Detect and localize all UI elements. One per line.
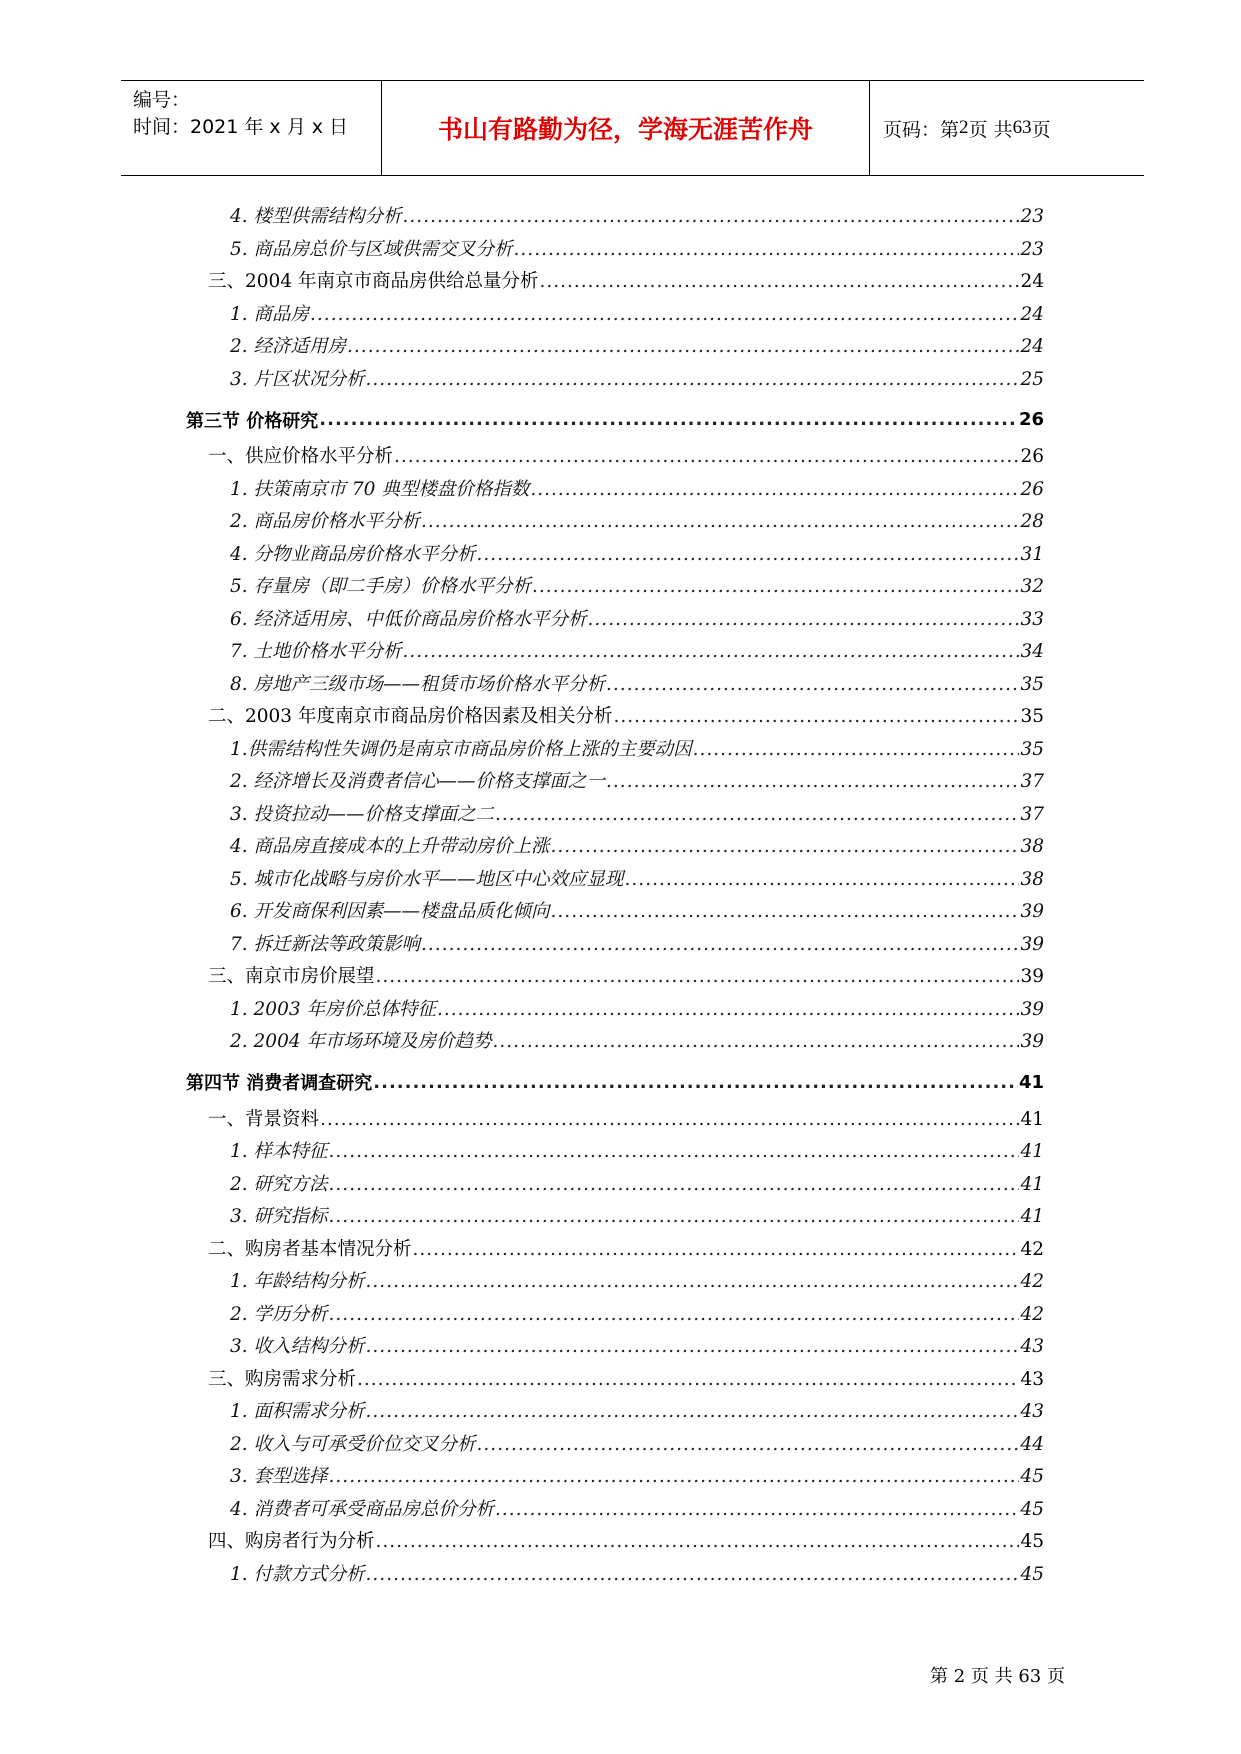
toc-entry-title: 7. 拆迁新法等政策影响 xyxy=(230,933,421,955)
toc-entry-title: 4. 消费者可承受商品房总价分析 xyxy=(230,1498,495,1520)
page-label-mid: 页 共 xyxy=(968,118,1013,141)
toc-entry-title: 1. 样本特征 xyxy=(230,1141,328,1162)
toc-dot-leader xyxy=(329,1141,1020,1162)
toc-page-number: 41 xyxy=(1020,1206,1044,1227)
toc-entry-title: 三、购房需求分析 xyxy=(208,1368,357,1390)
toc-entry-row[interactable] xyxy=(186,202,1044,235)
toc-entry-row[interactable] xyxy=(186,865,1044,898)
toc-entry-title: 2. 收入与可承受价位交叉分析 xyxy=(230,1433,476,1455)
toc-page-number: 41 xyxy=(1020,1108,1044,1130)
toc-page-number: 41 xyxy=(1020,1141,1044,1162)
toc-entry-title: 第三节 价格研究 xyxy=(186,410,319,432)
toc-page-number: 38 xyxy=(1020,868,1044,890)
toc-entry-title: 1.供需结构性失调仍是南京市商品房价格上涨的主要动因 xyxy=(230,738,692,760)
toc-entry-title: 8. 房地产三级市场——租赁市场价格水平分析 xyxy=(230,673,606,695)
toc-entry-title: 3. 投资拉动——价格支撑面之二 xyxy=(230,803,495,825)
toc-entry-title: 二、2003 年度南京市商品房价格因素及相关分析 xyxy=(208,706,613,727)
toc-dot-leader xyxy=(551,901,1020,922)
toc-entry-row[interactable] xyxy=(186,1332,1044,1365)
toc-entry-title: 4. 商品房直接成本的上升带动房价上涨 xyxy=(230,836,550,857)
toc-entry-title: 2. 经济增长及消费者信心——价格支撑面之一 xyxy=(230,771,606,792)
toc-entry-row[interactable] xyxy=(186,800,1044,833)
toc-page-number: 42 xyxy=(1020,1303,1044,1325)
toc-entry-row[interactable] xyxy=(186,897,1044,930)
toc-page-number: 35 xyxy=(1020,706,1044,727)
toc-dot-leader xyxy=(421,511,1019,532)
header-page-info xyxy=(869,81,1144,175)
toc-dot-leader xyxy=(693,739,1020,760)
toc-dot-leader xyxy=(477,1434,1020,1455)
toc-page-number: 23 xyxy=(1020,206,1044,227)
toc-dot-leader xyxy=(366,1336,1020,1357)
toc-entry-row[interactable] xyxy=(186,572,1044,605)
toc-entry-title: 1. 2003 年房价总体特征 xyxy=(230,998,436,1020)
toc-entry-title: 4. 楼型供需结构分析 xyxy=(230,206,402,227)
toc-page-number: 43 xyxy=(1020,1368,1044,1390)
toc-page-number: 39 xyxy=(1020,966,1044,987)
toc-entry-row[interactable] xyxy=(186,702,1044,735)
toc-page-number: 37 xyxy=(1020,803,1044,825)
document-time-label: 时间：2021 年 x 月 x 日 xyxy=(133,116,349,138)
toc-dot-leader xyxy=(376,966,1020,987)
toc-dot-leader xyxy=(588,609,1020,630)
toc-entry-row[interactable] xyxy=(186,475,1044,508)
toc-page-number: 39 xyxy=(1020,1031,1044,1052)
toc-entry-title: 1. 年龄结构分析 xyxy=(230,1271,365,1292)
toc-dot-leader xyxy=(421,934,1019,955)
toc-entry-row[interactable] xyxy=(186,442,1044,475)
page-footer: 第 2 页 共 63 页 xyxy=(930,1666,1065,1687)
toc-entry-title: 3. 收入结构分析 xyxy=(230,1336,365,1357)
toc-entry-row[interactable] xyxy=(186,1105,1044,1138)
toc-page-number: 31 xyxy=(1020,543,1044,565)
toc-page-number: 45 xyxy=(1020,1531,1044,1552)
toc-entry-row[interactable] xyxy=(186,1397,1044,1430)
toc-entry-title: 二、购房者基本情况分析 xyxy=(208,1238,412,1260)
page-current: 2 xyxy=(959,117,969,138)
toc-dot-leader xyxy=(403,641,1020,662)
toc-entry-row[interactable] xyxy=(186,1137,1044,1170)
toc-page-number: 43 xyxy=(1020,1336,1044,1357)
toc-entry-title: 1. 商品房 xyxy=(230,303,310,325)
toc-entry-title: 3. 研究指标 xyxy=(230,1206,328,1227)
toc-dot-leader xyxy=(625,869,1020,890)
toc-dot-leader xyxy=(366,369,1020,390)
toc-page-number: 33 xyxy=(1020,608,1044,630)
toc-page-number: 45 xyxy=(1020,1466,1044,1487)
toc-dot-leader xyxy=(329,1304,1020,1325)
toc-dot-leader xyxy=(310,304,1019,325)
toc-entry-row[interactable] xyxy=(186,540,1044,573)
toc-entry-row[interactable] xyxy=(186,995,1044,1028)
toc-entry-row[interactable] xyxy=(186,1170,1044,1203)
table-of-contents xyxy=(186,202,1044,1592)
toc-entry-title: 3. 片区状况分析 xyxy=(230,368,365,390)
toc-entry-row[interactable] xyxy=(186,1430,1044,1463)
toc-page-number: 41 xyxy=(1020,1173,1044,1195)
toc-entry-row[interactable] xyxy=(186,1202,1044,1235)
page-header xyxy=(121,80,1144,176)
toc-entry-title: 5. 商品房总价与区域供需交叉分析 xyxy=(230,238,513,260)
toc-entry-row[interactable] xyxy=(186,1027,1044,1060)
toc-dot-leader xyxy=(319,409,1018,430)
toc-entry-row[interactable] xyxy=(186,962,1044,995)
toc-dot-leader xyxy=(606,771,1019,792)
toc-entry-row[interactable] xyxy=(186,1300,1044,1333)
toc-entry-title: 四、购房者行为分析 xyxy=(208,1531,375,1552)
toc-page-number: 24 xyxy=(1020,303,1044,325)
toc-dot-leader xyxy=(413,1239,1020,1260)
toc-entry-title: 1. 面积需求分析 xyxy=(230,1401,365,1422)
toc-entry-row[interactable] xyxy=(186,832,1044,865)
toc-entry-title: 1. 扶策南京市 70 典型楼盘价格指数 xyxy=(230,478,530,500)
toc-dot-leader xyxy=(366,1271,1020,1292)
toc-entry-row[interactable] xyxy=(186,1365,1044,1398)
toc-entry-row[interactable] xyxy=(186,637,1044,670)
toc-dot-leader xyxy=(329,1466,1020,1487)
toc-entry-row[interactable] xyxy=(186,332,1044,365)
toc-dot-leader xyxy=(514,239,1020,260)
toc-entry-row[interactable] xyxy=(186,300,1044,333)
toc-entry-title: 3. 套型选择 xyxy=(230,1466,328,1487)
toc-entry-title: 2. 商品房价格水平分析 xyxy=(230,511,421,532)
toc-entry-row[interactable] xyxy=(186,507,1044,540)
toc-page-number: 32 xyxy=(1020,576,1044,597)
toc-page-number: 37 xyxy=(1020,771,1044,792)
toc-dot-leader xyxy=(366,1401,1020,1422)
toc-page-number: 26 xyxy=(1018,409,1044,430)
page-label-suffix: 页 xyxy=(1031,118,1051,141)
toc-dot-leader xyxy=(373,1072,1018,1093)
toc-entry-row[interactable] xyxy=(186,1267,1044,1300)
toc-entry-row[interactable] xyxy=(186,767,1044,800)
toc-entry-row[interactable] xyxy=(186,1462,1044,1495)
toc-page-number: 42 xyxy=(1020,1271,1044,1292)
toc-dot-leader xyxy=(320,1109,1019,1130)
toc-dot-leader xyxy=(493,1031,1020,1052)
toc-entry-row[interactable] xyxy=(186,235,1044,268)
toc-page-number: 35 xyxy=(1020,673,1044,695)
toc-page-number: 38 xyxy=(1020,836,1044,857)
toc-page-number: 26 xyxy=(1020,446,1044,467)
toc-entry-title: 6. 开发商保利因素——楼盘品质化倾向 xyxy=(230,901,550,922)
toc-dot-leader xyxy=(437,999,1019,1020)
toc-entry-row[interactable] xyxy=(186,365,1044,398)
toc-page-number: 45 xyxy=(1020,1498,1044,1520)
toc-dot-leader xyxy=(539,271,1019,292)
toc-entry-title: 三、南京市房价展望 xyxy=(208,966,375,987)
toc-page-number: 23 xyxy=(1020,238,1044,260)
toc-page-number: 35 xyxy=(1020,738,1044,760)
toc-dot-leader xyxy=(403,206,1020,227)
toc-entry-row[interactable] xyxy=(186,1527,1044,1560)
toc-entry-title: 1. 付款方式分析 xyxy=(230,1563,365,1585)
toc-page-number: 43 xyxy=(1020,1401,1044,1422)
toc-page-number: 39 xyxy=(1020,901,1044,922)
toc-entry-title: 4. 分物业商品房价格水平分析 xyxy=(230,543,476,565)
toc-entry-title: 一、供应价格水平分析 xyxy=(208,446,394,467)
toc-dot-leader xyxy=(613,706,1019,727)
toc-entry-row[interactable] xyxy=(186,735,1044,768)
toc-page-number: 41 xyxy=(1018,1071,1044,1093)
toc-page-number: 26 xyxy=(1020,478,1044,500)
toc-entry-row[interactable] xyxy=(186,930,1044,963)
toc-page-number: 44 xyxy=(1020,1433,1044,1455)
toc-page-number: 34 xyxy=(1020,641,1044,662)
toc-page-number: 42 xyxy=(1020,1238,1044,1260)
toc-entry-title: 5. 存量房（即二手房）价格水平分析 xyxy=(230,576,532,597)
toc-entry-row[interactable] xyxy=(186,1560,1044,1593)
page-total: 63 xyxy=(1012,117,1032,138)
toc-dot-leader xyxy=(376,1531,1020,1552)
toc-dot-leader xyxy=(477,544,1020,565)
toc-page-number: 28 xyxy=(1020,511,1044,532)
toc-dot-leader xyxy=(394,446,1019,467)
header-motto: 书山有路勤为径，学海无涯苦作舟 xyxy=(381,81,870,175)
toc-page-number: 24 xyxy=(1020,271,1044,292)
toc-dot-leader xyxy=(329,1206,1020,1227)
header-meta xyxy=(133,81,383,175)
toc-dot-leader xyxy=(495,804,1019,825)
toc-dot-leader xyxy=(532,576,1019,597)
toc-entry-row[interactable] xyxy=(186,605,1044,638)
toc-entry-row[interactable] xyxy=(186,670,1044,703)
document-number-label: 编号： xyxy=(133,89,191,111)
toc-page-number: 39 xyxy=(1020,933,1044,955)
toc-entry-title: 2. 2004 年市场环境及房价趋势 xyxy=(230,1031,492,1052)
toc-dot-leader xyxy=(357,1369,1019,1390)
toc-entry-row[interactable] xyxy=(186,1495,1044,1528)
toc-entry-title: 2. 学历分析 xyxy=(230,1303,328,1325)
toc-dot-leader xyxy=(530,479,1019,500)
toc-entry-title: 2. 经济适用房 xyxy=(230,336,347,357)
toc-page-number: 39 xyxy=(1020,998,1044,1020)
toc-dot-leader xyxy=(366,1564,1020,1585)
toc-dot-leader xyxy=(551,836,1020,857)
toc-entry-title: 2. 研究方法 xyxy=(230,1173,328,1195)
toc-dot-leader xyxy=(329,1174,1020,1195)
toc-entry-title: 第四节 消费者调查研究 xyxy=(186,1073,373,1094)
toc-section-row[interactable] xyxy=(186,397,1044,442)
toc-page-number: 45 xyxy=(1020,1563,1044,1585)
toc-page-number: 24 xyxy=(1020,336,1044,357)
toc-dot-leader xyxy=(606,674,1019,695)
toc-dot-leader xyxy=(495,1499,1019,1520)
toc-entry-title: 6. 经济适用房、中低价商品房价格水平分析 xyxy=(230,608,587,630)
toc-entry-row[interactable] xyxy=(186,267,1044,300)
toc-entry-title: 一、背景资料 xyxy=(208,1108,320,1130)
toc-page-number: 25 xyxy=(1020,368,1044,390)
toc-entry-row[interactable] xyxy=(186,1235,1044,1268)
toc-section-row[interactable] xyxy=(186,1060,1044,1105)
page-label-prefix: 页码：第 xyxy=(883,118,960,141)
toc-entry-title: 7. 土地价格水平分析 xyxy=(230,641,402,662)
toc-entry-title: 5. 城市化战略与房价水平——地区中心效应显现 xyxy=(230,868,624,890)
toc-entry-title: 三、2004 年南京市商品房供给总量分析 xyxy=(208,271,539,292)
toc-dot-leader xyxy=(347,336,1019,357)
